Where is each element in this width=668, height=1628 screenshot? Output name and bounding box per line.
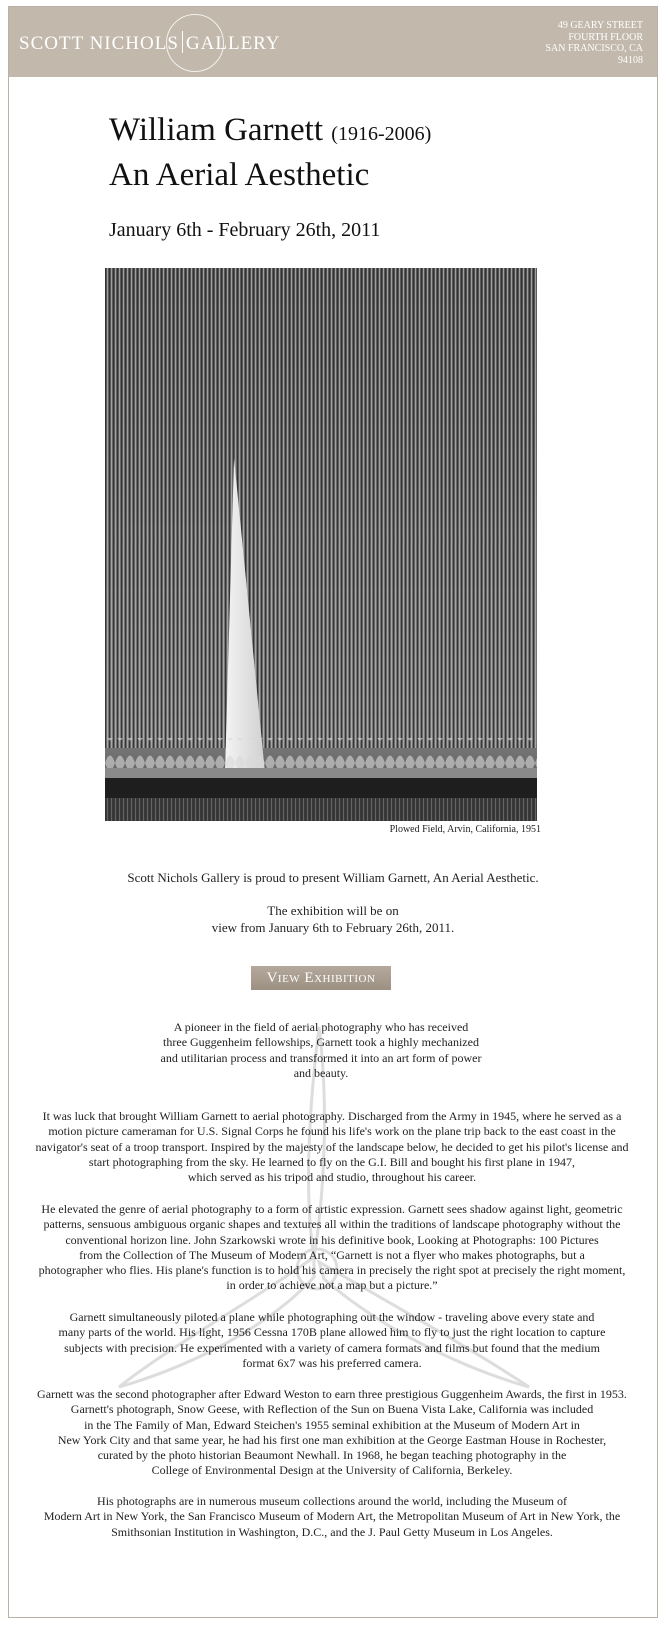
intro-exhibition-line: The exhibition will be on <box>267 903 399 918</box>
text-line: in order to achieve not a map but a picture.” <box>226 1278 438 1293</box>
logo-text-right: GALLERY <box>185 33 281 54</box>
body-paragraph <box>21 1109 643 1185</box>
text-line: motion picture cameraman for U.S. Signal Corps he found his life's work on the plane trip back to the east coast in the <box>48 1124 616 1139</box>
text-line: Garnett's photograph, Snow Geese, with Reflection of the Sun on Buena Vista Lake, California was included <box>70 1402 594 1417</box>
intro-presents: Scott Nichols Gallery is proud to present William Garnett, An Aerial Aesthetic. <box>127 870 539 885</box>
text-line: Garnett simultaneously piloted a plane while photographing out the window - traveling above every state and <box>69 1310 595 1324</box>
artist-years: (1916-2006) <box>331 123 432 145</box>
text-line: curated by the photo historian Beaumont Newhall. In 1968, he began teaching photography in the <box>97 1448 567 1463</box>
text-line: He elevated the genre of aerial photography to a form of artistic expression. Garnett sees shadow against light, geometric <box>41 1202 623 1216</box>
intro-exhibition-line: view from January 6th to February 26th, 2011. <box>211 920 455 935</box>
address-line: 49 GEARY STREET <box>557 20 643 31</box>
text-line: in the The Family of Man, Edward Steichen's 1955 seminal exhibition at the Museum of Modern Art in <box>84 1417 580 1432</box>
text-line: College of Environmental Design at the University of California, Berkeley. <box>151 1463 513 1478</box>
text-line: photographer who flies. His plane's function is to hold his camera in precisely the right spot at precisely the right moment, <box>38 1263 626 1278</box>
body-paragraph <box>21 1494 643 1540</box>
text-line: Garnett was the second photographer after Edward Weston to earn three prestigious Guggenheim Awards, the first in 1953. <box>37 1387 627 1401</box>
featured-photograph <box>105 268 537 821</box>
gallery-address <box>545 20 643 66</box>
exhibition-dates: January 6th - February 26th, 2011 <box>109 219 381 241</box>
logo-divider <box>182 31 183 53</box>
text-line: Smithsonian Institution in Washington, D.C., and the J. Paul Getty Museum in Los Angeles. <box>111 1524 553 1539</box>
text-line: conventional horizon line. John Szarkowski wrote in his definitive book, Looking at Photographs: 100 Pictures <box>65 1232 599 1247</box>
text-line: and beauty. <box>293 1065 349 1080</box>
newsletter-frame <box>8 6 658 1618</box>
body-paragraph <box>21 1202 643 1294</box>
text-line: A pioneer in the field of aerial photography who has received <box>173 1020 469 1034</box>
text-line: format 6x7 was his preferred camera. <box>242 1355 422 1370</box>
photo-caption: Plowed Field, Arvin, California, 1951 <box>389 824 541 835</box>
text-line: start photographing from the sky. He learned to fly on the G.I. Bill and bought his first plane in 1947, <box>88 1154 576 1169</box>
text-line: from the Collection of The Museum of Modern Art, “Garnett is not a flyer who makes photographs, but a <box>79 1247 585 1262</box>
address-line: SAN FRANCISCO, CA <box>545 43 643 54</box>
artist-name: William Garnett <box>109 112 324 148</box>
address-line: FOURTH FLOOR <box>568 31 643 43</box>
text-line: patterns, sensuous ambiguous organic shapes and textures all within the traditions of landscape photography without the <box>43 1217 621 1232</box>
artist-title <box>109 112 431 149</box>
header-bar <box>9 7 657 77</box>
text-line: It was luck that brought William Garnett to aerial photography. Discharged from the Army in 1945, where he served as a <box>42 1109 622 1123</box>
text-line: which served as his tripod and studio, throughout his career. <box>187 1170 477 1185</box>
text-line: His photographs are in numerous museum collections around the world, including the Museum of <box>97 1494 567 1508</box>
text-line: navigator's seat of a troop transport. Inspired by the majesty of the landscape below, he decided to get his pilot's license and <box>35 1139 629 1154</box>
body-paragraph <box>21 1387 643 1479</box>
body-paragraph <box>21 1310 643 1371</box>
text-line: and utilitarian process and transformed it into an art form of power <box>160 1050 482 1065</box>
text-line: New York City and that same year, he had his first one man exhibition at the George Eastman House in Rochester, <box>57 1432 607 1447</box>
text-line: subjects with precision. He experimented with a variety of camera formats and films but found that the medium <box>64 1340 600 1355</box>
text-line: many parts of the world. His light, 1956 Cessna 170B plane allowed him to fly to just the right location to capture <box>58 1325 606 1340</box>
gallery-logo[interactable] <box>19 31 281 55</box>
text-line: Modern Art in New York, the San Francisco Museum of Modern Art, the Metropolitan Museum of Art in New York, the <box>43 1509 621 1524</box>
exhibition-subtitle: An Aerial Aesthetic <box>109 157 370 193</box>
body-paragraph-intro <box>149 1020 493 1081</box>
address-line: 94108 <box>618 54 643 66</box>
view-exhibition-button[interactable]: View Exhibition <box>251 966 391 990</box>
logo-text-left: SCOTT NICHOLS <box>19 33 179 54</box>
text-line: three Guggenheim fellowships, Garnett took a highly mechanized <box>163 1035 479 1050</box>
